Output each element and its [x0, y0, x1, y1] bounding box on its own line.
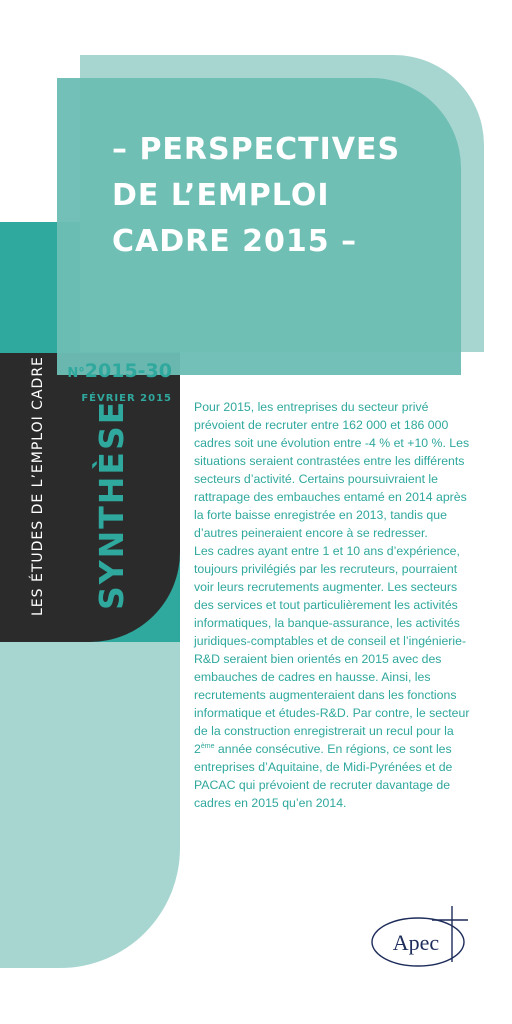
summary-superscript: ème	[200, 742, 215, 750]
apec-logo	[366, 902, 470, 974]
issue-prefix: N°	[67, 366, 85, 381]
series-label: LES ÉTUDES DE L’EMPLOI CADRE	[30, 356, 46, 616]
issue-number	[62, 360, 172, 382]
summary-part-1: Pour 2015, les entreprises du secteur privé prévoient de recruter entre 162 000 et 186 000 cadres soit une évolution entre -4 % et +10 %. Les situations seraient contrastées entre les différents secteurs d’activité. Certains poursuivraient le rattrapage des embauches entamé en 2014 après la forte baisse enregistrée en 2013, tandis que d’autres peineraient encore à se redresser.	[194, 400, 470, 540]
summary-part-3: année consécutive. En régions, ce sont les entreprises d’Aquitaine, de Midi-Pyrénées et de PACAC qui prévoient de recruter davantage de cadres en 2015 qu’en 2014.	[194, 742, 453, 810]
section-label: SYNTHÈSE	[92, 399, 131, 610]
title-line-1: – PERSPECTIVES	[112, 132, 401, 167]
title-line-3: CADRE 2015 –	[112, 224, 358, 259]
issue-date: FÉVRIER 2015	[81, 393, 172, 404]
title-line-2: DE L’EMPLOI	[112, 178, 330, 213]
summary-text	[194, 398, 476, 812]
issue-value: 2015-30	[84, 360, 172, 382]
apec-logo-text: Apec	[392, 930, 440, 955]
summary-part-2: Les cadres ayant entre 1 et 10 ans d’expérience, toujours privilégiés par les recruteurs, pourraient voir leurs recrutements augmenter. Les secteurs des services et tout particulièrement les activités informatiques, la banque-assurance, les activités juridiques-comptables et de conseil et l’ingénierie-R&D seraient bien orientés en 2015 avec des embauches de cadres en hausse. Ainsi, les recrutements augmenteraient dans les fonctions informatique et études-R&D. Par contre, le secteur de la construction enregistrerait un recul pour la 2	[194, 544, 470, 756]
page-title	[112, 127, 472, 265]
